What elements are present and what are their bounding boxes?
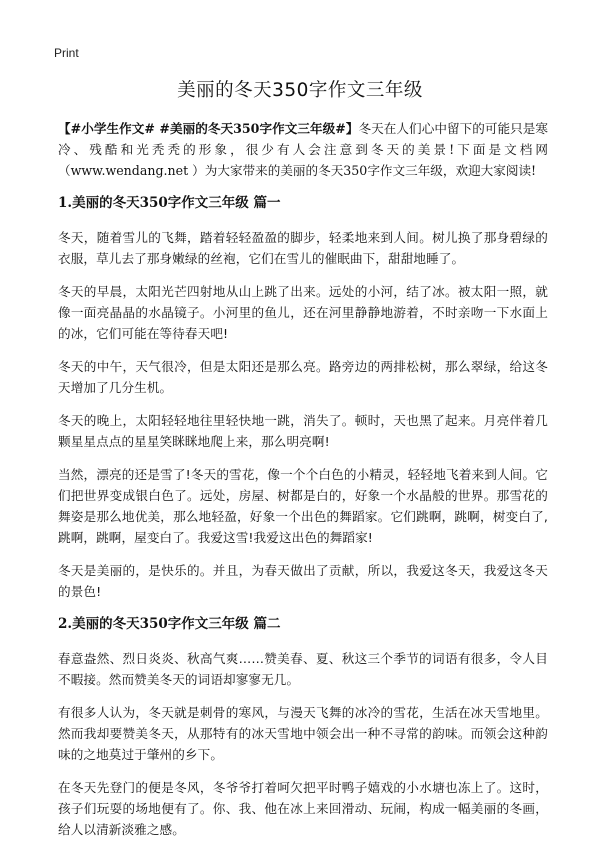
paragraph: 在冬天先登门的便是冬风，冬爷爷打着呵欠把平时鸭子嬉戏的小水塘也冻上了。这时，孩子们玩耍的场地便有了。你、我、他在冰上来回滑动、玩闹，构成一幅美丽的冬画，给人以清新淡雅之感。 <box>58 780 548 837</box>
paragraph: 冬天的晚上，太阳轻轻地往里轻快地一跳，消失了。顿时，天也黑了起来。月亮伴着几颗星星点点的星星笑眯眯地爬上来，那么明亮啊! <box>58 413 548 449</box>
print-label: Print <box>54 46 79 60</box>
intro-paragraph <box>58 118 548 181</box>
section-2 <box>58 614 548 840</box>
document-body <box>58 118 548 852</box>
paragraph: 春意盎然、烈日炎炎、秋高气爽……赞美春、夏、秋这三个季节的词语有很多，令人目不暇接。然而赞美冬天的词语却寥寥无几。 <box>58 651 548 687</box>
section-heading: 1.美丽的冬天350字作文三年级 篇一 <box>58 195 281 211</box>
section-heading: 2.美丽的冬天350字作文三年级 篇二 <box>58 616 281 632</box>
paragraph: 冬天的中午，天气很冷，但是太阳还是那么亮。路旁边的两排松树，那么翠绿，给这冬天增加了几分生机。 <box>58 359 548 395</box>
paragraph: 冬天是美丽的，是快乐的。并且，为春天做出了贡献，所以，我爱这冬天，我爱这冬天的景色! <box>58 563 548 599</box>
intro-text: 冬天在人们心中留下的可能只是寒冷、残酷和光秃秃的形象，很少有人会注意到冬天的美景!下面是文档网（www.wendang.net ）为大家带来的美丽的冬天350字作文三年级，欢迎大家阅读! <box>58 121 548 178</box>
paragraph: 有很多人认为，冬天就是刺骨的寒风，与漫天飞舞的冰冷的雪花，生活在冰天雪地里。然而我却要赞美冬天，从那特有的冰天雪地中领会出一种不寻常的韵味。而领会这种韵味的之地莫过于肇州的乡下。 <box>58 705 548 762</box>
paragraph: 当然，漂亮的还是雪了!冬天的雪花，像一个个白色的小精灵，轻轻地飞着来到人间。它们把世界变成银白色了。远处，房屋、树都是白的，好象一个水晶般的世界。那雪花的舞姿是那么地优美，那么地轻盈，好象一个出色的舞蹈家。它们跳啊，跳啊，树变白了,跳啊，跳啊，屋变白了。我爱这雪!我爱这出色的舞蹈家! <box>58 467 548 545</box>
page-title: 美丽的冬天350字作文三年级 <box>177 80 423 101</box>
intro-tags: 【#小学生作文# #美丽的冬天350字作文三年级#】 <box>58 121 359 136</box>
paragraph: 冬天的早晨，太阳光芒四射地从山上跳了出来。远处的小河，结了冰。被太阳一照，就像一面亮晶晶的水晶镜子。小河里的鱼儿，还在河里静静地游着，不时亲吻一下水面上的冰，它们可能在等待春天吧! <box>58 284 548 341</box>
section-1 <box>58 193 548 602</box>
paragraph: 冬天，随着雪儿的飞舞，踏着轻轻盈盈的脚步，轻柔地来到人间。树儿换了那身碧绿的衣服，草儿去了那身嫩绿的丝袍，它们在雪儿的催眠曲下，甜甜地睡了。 <box>58 230 548 266</box>
